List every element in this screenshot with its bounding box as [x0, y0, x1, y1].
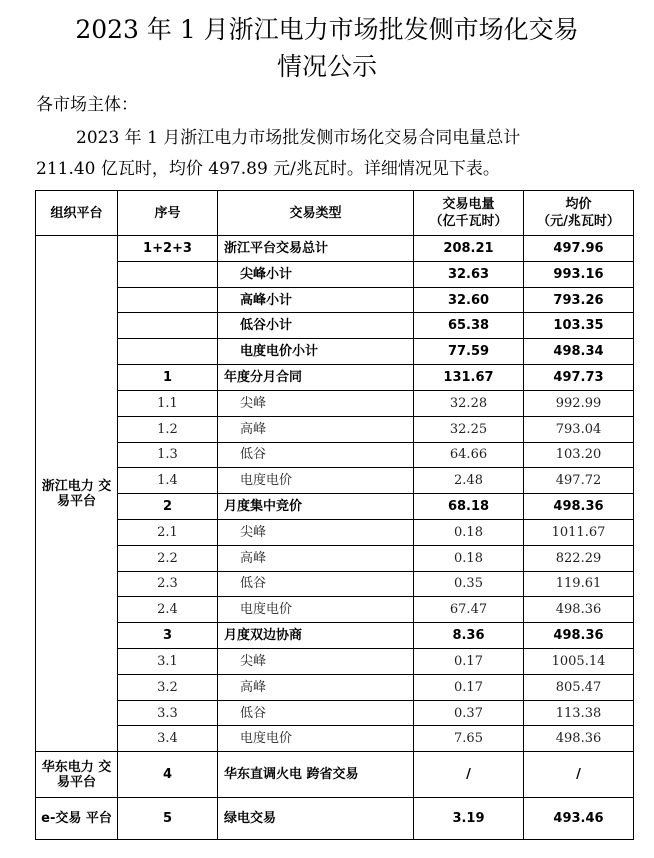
row-type: 低谷: [218, 571, 414, 597]
table-row: [36, 390, 634, 416]
row-price: 497.96: [524, 236, 634, 262]
row-price: 805.47: [524, 674, 634, 700]
row-type: 高峰: [218, 545, 414, 571]
row-type: 电度电价: [218, 468, 414, 494]
row-seq: [118, 339, 218, 365]
row-price: 498.36: [524, 623, 634, 649]
table-row: [36, 545, 634, 571]
table-row: [36, 623, 634, 649]
row-type: 浙江平台交易总计: [218, 236, 414, 262]
table-row: [36, 442, 634, 468]
row-type: 年度分月合同: [218, 365, 414, 391]
row-type: 电度电价小计: [218, 339, 414, 365]
row-price: 993.16: [524, 261, 634, 287]
row-type: 尖峰: [218, 519, 414, 545]
row-price: 1011.67: [524, 519, 634, 545]
row-type: 月度集中竞价: [218, 494, 414, 520]
row-price: 113.38: [524, 700, 634, 726]
intro-line-1: 2023 年 1 月浙江电力市场批发侧市场化交易合同电量总计: [76, 128, 521, 148]
row-price: 498.36: [524, 726, 634, 752]
row-volume: 131.67: [414, 365, 524, 391]
table-row: [36, 674, 634, 700]
row-price: 103.20: [524, 442, 634, 468]
row-volume: 7.65: [414, 726, 524, 752]
table-row: [36, 365, 634, 391]
trading-summary-table: [35, 190, 634, 840]
salutation: 各市场主体：: [36, 95, 138, 115]
row-type: 低谷小计: [218, 313, 414, 339]
row-volume: 32.25: [414, 416, 524, 442]
row-seq: 1: [118, 365, 218, 391]
row-volume: 68.18: [414, 494, 524, 520]
row-price: 498.36: [524, 494, 634, 520]
table-row: [36, 798, 634, 840]
row-seq: 5: [118, 798, 218, 840]
row-volume: 32.63: [414, 261, 524, 287]
row-type: 尖峰小计: [218, 261, 414, 287]
row-type: 低谷: [218, 700, 414, 726]
row-volume: 0.18: [414, 519, 524, 545]
row-seq: 2: [118, 494, 218, 520]
row-seq: 2.4: [118, 597, 218, 623]
header-price: 均价 （元/兆瓦时）: [524, 191, 634, 236]
row-seq: 3.1: [118, 649, 218, 675]
row-seq: [118, 313, 218, 339]
row-price: 498.34: [524, 339, 634, 365]
row-price: 498.36: [524, 597, 634, 623]
platform-east-china: 华东电力 交易平台: [36, 752, 118, 798]
intro-paragraph: [36, 123, 636, 185]
row-type: 高峰小计: [218, 287, 414, 313]
row-price: /: [524, 752, 634, 798]
row-seq: 1.1: [118, 390, 218, 416]
header-platform: 组织平台: [36, 191, 118, 236]
row-type: 高峰: [218, 674, 414, 700]
platform-e-trade: e-交易 平台: [36, 798, 118, 840]
table-row: [36, 649, 634, 675]
intro-line-2: 211.40 亿瓦时，均价 497.89 元/兆瓦时。详细情况见下表。: [36, 159, 500, 179]
row-seq: 1.3: [118, 442, 218, 468]
row-volume: 77.59: [414, 339, 524, 365]
row-seq: 3.4: [118, 726, 218, 752]
row-seq: 2.2: [118, 545, 218, 571]
row-volume: 0.37: [414, 700, 524, 726]
row-volume: 208.21: [414, 236, 524, 262]
page-title-line1: 2023 年 1 月浙江电力市场批发侧市场化交易: [75, 15, 579, 44]
row-volume: 3.19: [414, 798, 524, 840]
row-price: 822.29: [524, 545, 634, 571]
table-row: [36, 700, 634, 726]
header-type: 交易类型: [218, 191, 414, 236]
row-volume: 2.48: [414, 468, 524, 494]
row-volume: 0.18: [414, 545, 524, 571]
row-price: 103.35: [524, 313, 634, 339]
row-seq: 3.2: [118, 674, 218, 700]
row-type: 月度双边协商: [218, 623, 414, 649]
row-seq: 1.2: [118, 416, 218, 442]
header-volume: 交易电量 （亿千瓦时）: [414, 191, 524, 236]
row-price: 793.04: [524, 416, 634, 442]
row-type: 电度电价: [218, 726, 414, 752]
row-seq: 1+2+3: [118, 236, 218, 262]
row-type: 华东直调火电 跨省交易: [218, 752, 414, 798]
row-type: 绿电交易: [218, 798, 414, 840]
row-seq: [118, 287, 218, 313]
row-seq: 2.3: [118, 571, 218, 597]
row-type: 电度电价: [218, 597, 414, 623]
table-row: [36, 726, 634, 752]
row-price: 493.46: [524, 798, 634, 840]
row-volume: 0.17: [414, 674, 524, 700]
row-type: 低谷: [218, 442, 414, 468]
row-type: 尖峰: [218, 390, 414, 416]
table-row: [36, 287, 634, 313]
page-title-line2: 情况公示: [276, 52, 377, 81]
row-type: 高峰: [218, 416, 414, 442]
row-volume: 67.47: [414, 597, 524, 623]
table-row: [36, 597, 634, 623]
table-header-row: [36, 191, 634, 236]
row-volume: 32.60: [414, 287, 524, 313]
row-seq: [118, 261, 218, 287]
row-type: 尖峰: [218, 649, 414, 675]
table-row: [36, 468, 634, 494]
table-row: [36, 752, 634, 798]
row-volume: 64.66: [414, 442, 524, 468]
row-price: 497.73: [524, 365, 634, 391]
row-volume: 0.35: [414, 571, 524, 597]
row-seq: 3: [118, 623, 218, 649]
row-price: 119.61: [524, 571, 634, 597]
table-row: [36, 494, 634, 520]
row-seq: 2.1: [118, 519, 218, 545]
table-row: [36, 519, 634, 545]
row-volume: 32.28: [414, 390, 524, 416]
row-price: 992.99: [524, 390, 634, 416]
table-row: [36, 236, 634, 262]
row-volume: 0.17: [414, 649, 524, 675]
table-row: [36, 261, 634, 287]
table-row: [36, 571, 634, 597]
table-row: [36, 339, 634, 365]
table-row: [36, 313, 634, 339]
row-price: 793.26: [524, 287, 634, 313]
row-seq: 4: [118, 752, 218, 798]
row-price: 497.72: [524, 468, 634, 494]
row-seq: 3.3: [118, 700, 218, 726]
row-seq: 1.4: [118, 468, 218, 494]
row-price: 1005.14: [524, 649, 634, 675]
row-volume: /: [414, 752, 524, 798]
table-row: [36, 416, 634, 442]
row-volume: 65.38: [414, 313, 524, 339]
row-volume: 8.36: [414, 623, 524, 649]
header-seq: 序号: [118, 191, 218, 236]
platform-zhejiang: 浙江电力 交易平台: [36, 236, 118, 752]
